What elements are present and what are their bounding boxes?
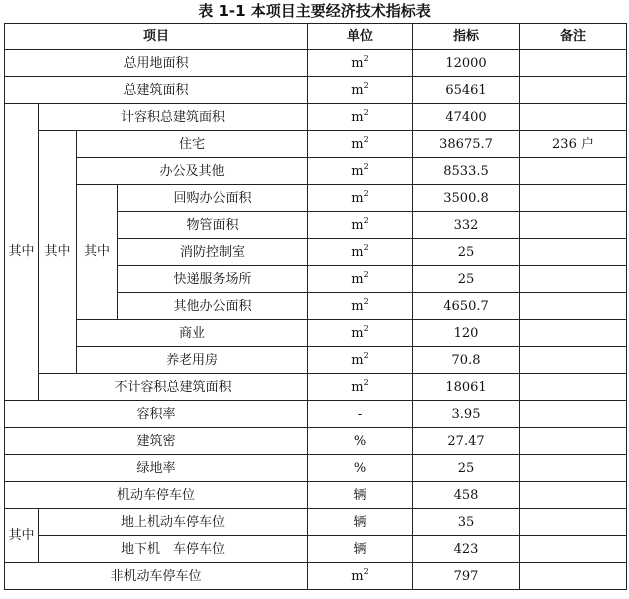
row-unit xyxy=(308,509,413,536)
row-value: 8533.5 xyxy=(413,158,520,185)
table-row xyxy=(5,536,627,563)
unit-sup: 2 xyxy=(363,323,369,333)
row-unit xyxy=(308,401,413,428)
unit-text: m xyxy=(351,271,364,287)
indicator-table xyxy=(4,23,627,590)
qizhong-parking: 其中 xyxy=(5,509,39,563)
unit-sup: 2 xyxy=(363,53,369,63)
row-note xyxy=(520,509,627,536)
unit-sup: 2 xyxy=(363,269,369,279)
row-note xyxy=(520,320,627,347)
row-note xyxy=(520,239,627,266)
qizhong-level1: 其中 xyxy=(5,104,39,401)
unit-text: m xyxy=(351,163,364,179)
row-label: 消防控制室 xyxy=(118,239,308,266)
row-label: 地上机动车停车位 xyxy=(39,509,308,536)
row-value: 12000 xyxy=(413,50,520,77)
unit-sup: 2 xyxy=(363,296,369,306)
unit-text: - xyxy=(357,406,363,422)
row-note xyxy=(520,482,627,509)
unit-text: m xyxy=(351,190,364,206)
row-note xyxy=(520,185,627,212)
row-unit xyxy=(308,158,413,185)
row-label: 快递服务场所 xyxy=(118,266,308,293)
row-label: 回购办公面积 xyxy=(118,185,308,212)
row-label: 总建筑面积 xyxy=(5,77,308,104)
row-unit xyxy=(308,131,413,158)
row-unit xyxy=(308,104,413,131)
row-label: 其他办公面积 xyxy=(118,293,308,320)
row-value: 25 xyxy=(413,266,520,293)
row-value: 332 xyxy=(413,212,520,239)
row-note xyxy=(520,77,627,104)
unit-sup: 2 xyxy=(363,377,369,387)
table-row xyxy=(5,185,627,212)
unit-text: m xyxy=(351,325,364,341)
row-note xyxy=(520,50,627,77)
table-row xyxy=(5,104,627,131)
row-unit xyxy=(308,212,413,239)
row-label: 建筑密 xyxy=(5,428,308,455)
row-label: 地下机 车停车位 xyxy=(39,536,308,563)
unit-sup: 2 xyxy=(363,566,369,576)
unit-sup: 2 xyxy=(363,215,369,225)
row-unit xyxy=(308,50,413,77)
row-value: 25 xyxy=(413,455,520,482)
row-note xyxy=(520,401,627,428)
row-value: 3.95 xyxy=(413,401,520,428)
row-value: 423 xyxy=(413,536,520,563)
row-note xyxy=(520,104,627,131)
row-value: 27.47 xyxy=(413,428,520,455)
unit-text: 辆 xyxy=(353,541,367,557)
row-unit xyxy=(308,320,413,347)
row-label: 不计容积总建筑面积 xyxy=(39,374,308,401)
row-label: 总用地面积 xyxy=(5,50,308,77)
table-row xyxy=(5,455,627,482)
row-label: 物管面积 xyxy=(118,212,308,239)
row-value: 458 xyxy=(413,482,520,509)
row-note xyxy=(520,293,627,320)
row-note xyxy=(520,536,627,563)
row-unit xyxy=(308,266,413,293)
row-value: 35 xyxy=(413,509,520,536)
unit-text: m xyxy=(351,82,364,98)
unit-text: m xyxy=(351,298,364,314)
table-row xyxy=(5,320,627,347)
row-label: 养老用房 xyxy=(77,347,308,374)
row-unit xyxy=(308,293,413,320)
table-row xyxy=(5,482,627,509)
row-unit xyxy=(308,77,413,104)
unit-text: 辆 xyxy=(353,487,367,503)
row-note xyxy=(520,428,627,455)
unit-text: % xyxy=(353,433,367,449)
row-label: 计容积总建筑面积 xyxy=(39,104,308,131)
row-unit xyxy=(308,482,413,509)
row-note xyxy=(520,266,627,293)
qizhong-level2: 其中 xyxy=(39,131,77,374)
row-note: 236 户 xyxy=(520,131,627,158)
table-row xyxy=(5,131,627,158)
unit-sup: 2 xyxy=(363,80,369,90)
unit-sup: 2 xyxy=(363,242,369,252)
table-row xyxy=(5,50,627,77)
row-value: 18061 xyxy=(413,374,520,401)
row-value: 65461 xyxy=(413,77,520,104)
row-label: 机动车停车位 xyxy=(5,482,308,509)
row-label: 容积率 xyxy=(5,401,308,428)
header-row xyxy=(5,24,627,50)
row-unit xyxy=(308,428,413,455)
unit-sup: 2 xyxy=(363,161,369,171)
unit-sup: 2 xyxy=(363,107,369,117)
table-caption: 表 1-1 本项目主要经济技术指标表 xyxy=(198,2,431,20)
unit-sup: 2 xyxy=(363,134,369,144)
row-unit xyxy=(308,347,413,374)
row-note xyxy=(520,374,627,401)
row-value: 70.8 xyxy=(413,347,520,374)
row-unit xyxy=(308,455,413,482)
row-value: 120 xyxy=(413,320,520,347)
row-unit xyxy=(308,374,413,401)
header-value: 指标 xyxy=(413,24,520,50)
table-row xyxy=(5,347,627,374)
table-row xyxy=(5,401,627,428)
table-row xyxy=(5,563,627,590)
table-row xyxy=(5,158,627,185)
row-unit xyxy=(308,185,413,212)
unit-text: m xyxy=(351,136,364,152)
row-value: 38675.7 xyxy=(413,131,520,158)
row-note xyxy=(520,347,627,374)
header-item: 项目 xyxy=(5,24,308,50)
row-note xyxy=(520,563,627,590)
row-value: 3500.8 xyxy=(413,185,520,212)
row-note xyxy=(520,455,627,482)
table-row xyxy=(5,509,627,536)
row-label: 非机动车停车位 xyxy=(5,563,308,590)
row-label: 绿地率 xyxy=(5,455,308,482)
table-row xyxy=(5,374,627,401)
unit-text: m xyxy=(351,109,364,125)
unit-sup: 2 xyxy=(363,188,369,198)
table-row xyxy=(5,428,627,455)
row-note xyxy=(520,212,627,239)
header-unit: 单位 xyxy=(308,24,413,50)
unit-text: m xyxy=(351,55,364,71)
qizhong-level3: 其中 xyxy=(77,185,118,320)
row-label: 商业 xyxy=(77,320,308,347)
row-value: 4650.7 xyxy=(413,293,520,320)
unit-sup: 2 xyxy=(363,350,369,360)
table-row xyxy=(5,77,627,104)
row-value: 47400 xyxy=(413,104,520,131)
row-label: 住宅 xyxy=(77,131,308,158)
unit-text: m xyxy=(351,568,364,584)
unit-text: 辆 xyxy=(353,514,367,530)
unit-text: m xyxy=(351,244,364,260)
unit-text: m xyxy=(351,379,364,395)
unit-text: m xyxy=(351,352,364,368)
row-note xyxy=(520,158,627,185)
row-unit xyxy=(308,239,413,266)
unit-text: m xyxy=(351,217,364,233)
row-unit xyxy=(308,563,413,590)
row-value: 797 xyxy=(413,563,520,590)
unit-text: % xyxy=(353,460,367,476)
header-note: 备注 xyxy=(520,24,627,50)
row-label: 办公及其他 xyxy=(77,158,308,185)
row-unit xyxy=(308,536,413,563)
row-value: 25 xyxy=(413,239,520,266)
